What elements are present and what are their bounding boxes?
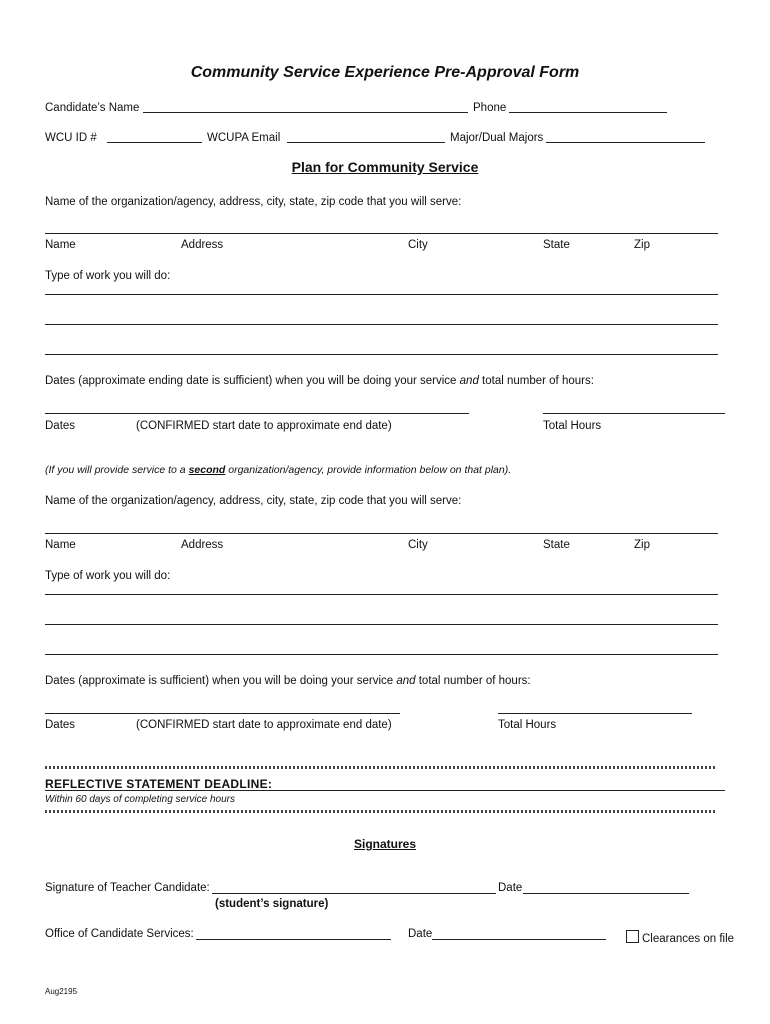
col-zip-label: Zip bbox=[634, 239, 650, 251]
footer-code: Aug2195 bbox=[45, 987, 78, 996]
second-org-note: (If you will provide service to a second organization/agency, provide information below on that plan). bbox=[45, 464, 512, 476]
second-col-name-label: Name bbox=[45, 539, 76, 551]
reflective-deadline-label: REFLECTIVE STATEMENT DEADLINE: bbox=[45, 777, 273, 791]
candidate-name-field[interactable] bbox=[143, 112, 468, 113]
phone-field[interactable] bbox=[509, 112, 667, 113]
teacher-date-label: Date bbox=[498, 882, 523, 894]
clearances-label: Clearances on file bbox=[642, 933, 735, 945]
work-line-2[interactable] bbox=[45, 324, 718, 325]
second-dates-field[interactable] bbox=[45, 713, 400, 714]
major-field[interactable] bbox=[546, 142, 705, 143]
asterisk-divider-top bbox=[45, 766, 717, 769]
dates-label: Dates bbox=[45, 420, 76, 432]
col-city-label: City bbox=[408, 239, 428, 251]
asterisk-divider-bottom bbox=[45, 810, 717, 813]
second-dates-label: Dates bbox=[45, 719, 76, 731]
total-hours-label: Total Hours bbox=[543, 420, 602, 432]
form-title: Community Service Experience Pre-Approval Form bbox=[190, 64, 580, 81]
reflective-deadline-field[interactable] bbox=[45, 790, 725, 791]
teacher-signature-field[interactable] bbox=[212, 893, 496, 894]
second-col-address-label: Address bbox=[181, 539, 224, 551]
wcupa-email-field[interactable] bbox=[287, 142, 445, 143]
phone-label: Phone bbox=[473, 102, 507, 114]
second-work-prompt: Type of work you will do: bbox=[45, 570, 171, 582]
wcu-id-label: WCU ID # bbox=[45, 132, 97, 144]
col-state-label: State bbox=[543, 239, 570, 251]
student-signature-note: (student’s signature) bbox=[215, 898, 329, 910]
office-date-field[interactable] bbox=[432, 939, 606, 940]
office-label: Office of Candidate Services: bbox=[45, 928, 194, 940]
col-name-label: Name bbox=[45, 239, 76, 251]
second-total-hours-label: Total Hours bbox=[498, 719, 557, 731]
dates-prompt: Dates (approximate ending date is sufficient) when you will be doing your service and total number of hours: bbox=[45, 375, 594, 387]
second-org-info-field[interactable] bbox=[45, 533, 718, 534]
second-work-line-1[interactable] bbox=[45, 594, 718, 595]
reflective-deadline-note: Within 60 days of completing service hours bbox=[45, 794, 235, 805]
major-label: Major/Dual Majors bbox=[450, 132, 544, 144]
clearances-checkbox[interactable] bbox=[626, 930, 639, 943]
second-col-city-label: City bbox=[408, 539, 428, 551]
office-date-label: Date bbox=[408, 928, 433, 940]
plan-heading: Plan for Community Service bbox=[291, 159, 479, 175]
second-work-line-3[interactable] bbox=[45, 654, 718, 655]
dates-field[interactable] bbox=[45, 413, 469, 414]
org-prompt: Name of the organization/agency, address, city, state, zip code that you will serve: bbox=[45, 196, 462, 208]
work-line-1[interactable] bbox=[45, 294, 718, 295]
total-hours-field[interactable] bbox=[543, 413, 725, 414]
wcu-id-field[interactable] bbox=[107, 142, 202, 143]
wcupa-email-label: WCUPA Email bbox=[207, 132, 281, 144]
second-dates-prompt: Dates (approximate is sufficient) when you will be doing your service and total number of hours: bbox=[45, 675, 531, 687]
second-col-zip-label: Zip bbox=[634, 539, 650, 551]
second-confirmed-label: (CONFIRMED start date to approximate end date) bbox=[136, 719, 392, 731]
org-info-field[interactable] bbox=[45, 233, 718, 234]
second-total-hours-field[interactable] bbox=[498, 713, 692, 714]
office-signature-field[interactable] bbox=[196, 939, 391, 940]
signatures-heading: Signatures bbox=[353, 837, 416, 851]
col-address-label: Address bbox=[181, 239, 224, 251]
teacher-date-field[interactable] bbox=[523, 893, 689, 894]
work-prompt: Type of work you will do: bbox=[45, 270, 171, 282]
teacher-signature-label: Signature of Teacher Candidate: bbox=[45, 882, 210, 894]
candidate-name-label: Candidate’s Name bbox=[45, 102, 140, 114]
second-col-state-label: State bbox=[543, 539, 570, 551]
confirmed-label: (CONFIRMED start date to approximate end date) bbox=[136, 420, 392, 432]
work-line-3[interactable] bbox=[45, 354, 718, 355]
second-org-prompt: Name of the organization/agency, address, city, state, zip code that you will serve: bbox=[45, 495, 462, 507]
second-work-line-2[interactable] bbox=[45, 624, 718, 625]
